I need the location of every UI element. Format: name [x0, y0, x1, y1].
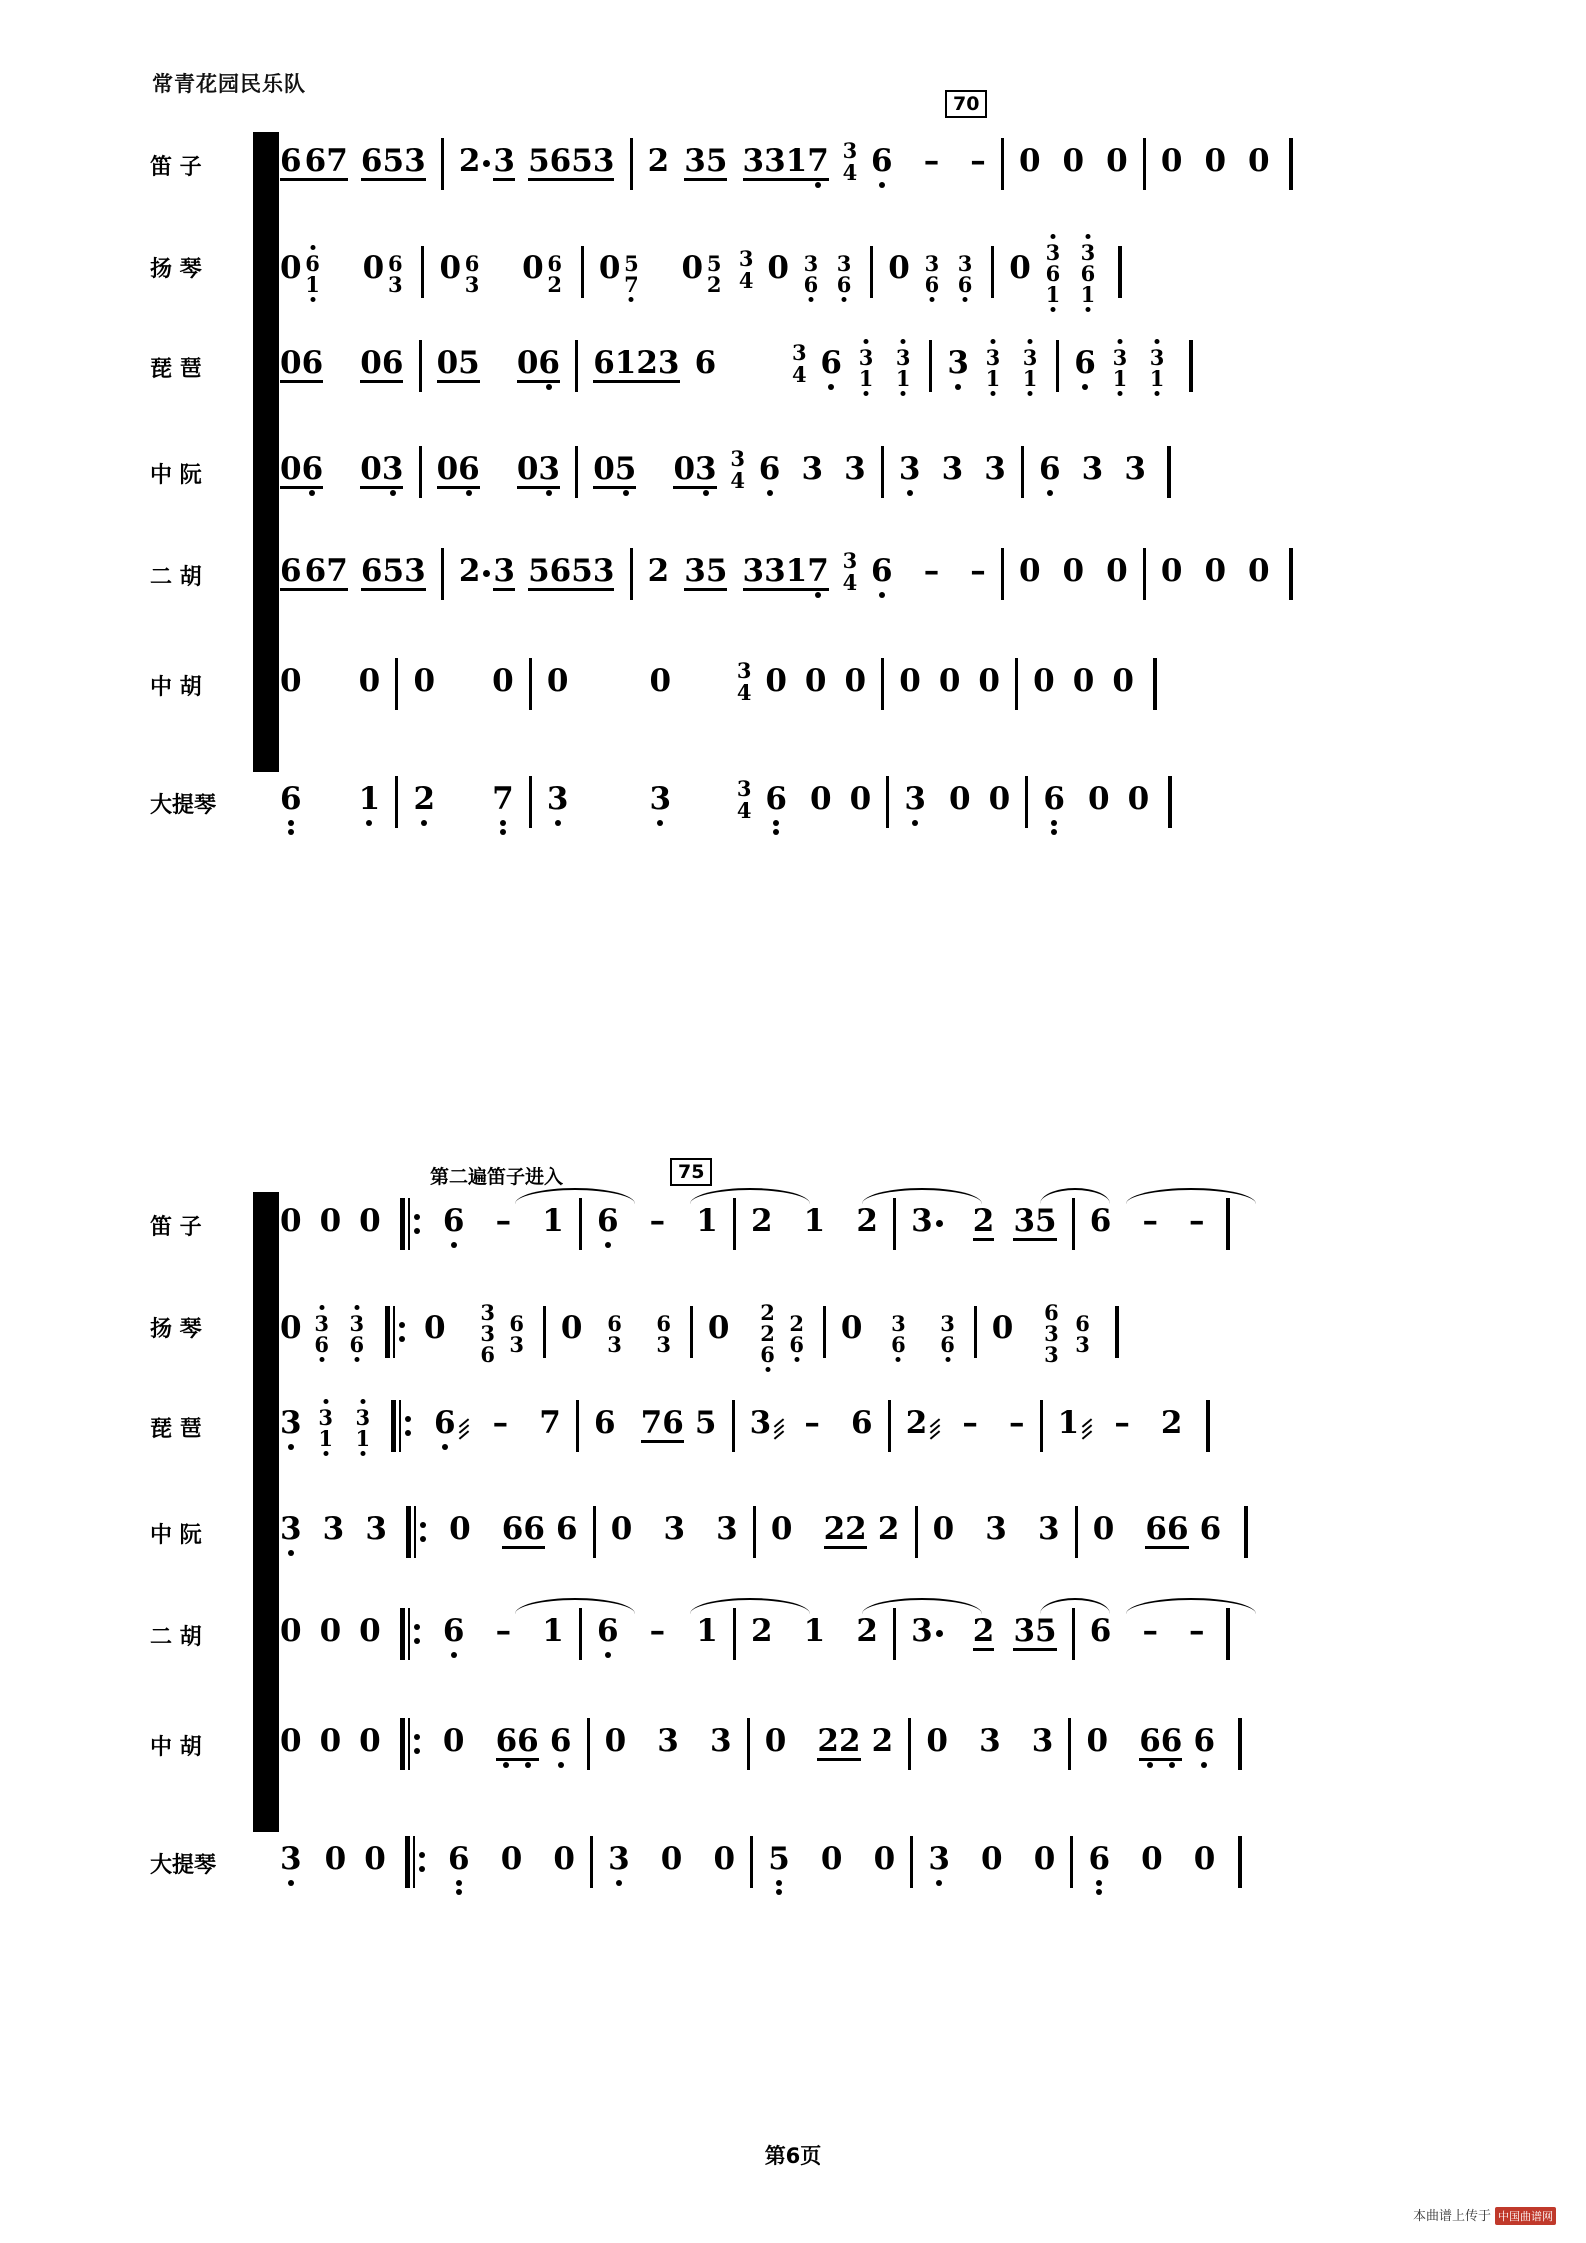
note-group: 22: [817, 1722, 861, 1759]
staff-zhonghu-system-2: 0 0 0 0 6 6 6 0 3 3 0 22 2 0 3 3 0 6 6 6: [280, 1720, 1242, 1780]
note-group: 653: [360, 552, 426, 589]
chord: 6 1: [302, 253, 324, 295]
staff-erhu-system-2: 0 0 0 6 – 1 6 – 1 2 1 2 3 2 35 6 – –: [280, 1610, 1230, 1670]
note-group: 6 6: [496, 1724, 539, 1761]
staff-pipa-system-1: 06 06 05 06 6123 6 3 4 6 3 1 3 1 3 3 1 3 1 6 3 1 3 1: [280, 342, 1193, 402]
instrument-label-dizi: 笛 子: [150, 155, 202, 180]
repeat-start-barline: [406, 1506, 428, 1558]
rehearsal-mark-75: 75: [670, 1158, 712, 1186]
barline: [543, 1306, 546, 1358]
barline: [747, 1718, 750, 1770]
instrument-label-yangqin: 扬 琴: [150, 1317, 202, 1342]
barline: [733, 1608, 736, 1660]
barline: [881, 658, 884, 710]
instrument-label-yangqin: 扬 琴: [150, 257, 202, 282]
time-signature: 3 4: [791, 340, 807, 387]
barline-end: [1289, 138, 1293, 190]
staff-dizi-system-2: 0 0 0 6 – 1 6 – 1 2 1 2 3 2 35 6 – –: [280, 1200, 1230, 1260]
barline: [1143, 548, 1146, 600]
system-bracket-top-hook: [253, 132, 279, 146]
barline-end: [1238, 1836, 1242, 1888]
instrument-label-zhonghu: 中 胡: [150, 675, 202, 700]
barline: [915, 1506, 918, 1558]
note-group: 03: [517, 452, 560, 489]
barline-end: [1226, 1198, 1230, 1250]
note-group: 6123: [593, 344, 680, 381]
barline: [893, 1608, 896, 1660]
instrument-label-dizi: 笛 子: [150, 1215, 202, 1240]
barline: [991, 246, 994, 298]
barline-end: [1189, 340, 1193, 392]
barline: [579, 1608, 582, 1660]
rehearsal-mark-70: 70: [945, 90, 987, 118]
barline-end: [1244, 1506, 1248, 1558]
barline-end: [1118, 246, 1122, 298]
note-group: 06: [280, 344, 324, 381]
barline: [419, 446, 422, 498]
cue-second-time-dizi-entry: 第二遍笛子进入: [430, 1166, 564, 1188]
staff-zhonghu-system-1: 0 0 0 0 0 0 3 4 0 0 0 0 0 0 0 0 0: [280, 660, 1157, 720]
time-signature: 3 4: [738, 245, 754, 293]
band-title: 常青花园民乐队: [152, 72, 306, 96]
barline: [630, 138, 633, 190]
system-bracket-top-hook: [253, 1192, 279, 1206]
barline: [1072, 1608, 1075, 1660]
note-group: 3: [493, 142, 515, 179]
barline: [1075, 1506, 1078, 1558]
barline-end: [1226, 1608, 1230, 1660]
note-group: 2: [972, 1202, 995, 1239]
note-group: 653: [360, 142, 426, 179]
staff-cello-system-1: 6 1 2 7 3 3 3 4 6 0 0 3 0 0 6 0 0: [280, 778, 1172, 838]
barline-end: [1289, 548, 1293, 600]
note-group: 06: [437, 452, 480, 489]
barline: [974, 1306, 977, 1358]
note-group: 66: [1145, 1510, 1189, 1547]
barline: [1040, 1400, 1043, 1452]
tremolo-icon: [773, 1418, 787, 1438]
repeat-start-barline: [391, 1400, 413, 1452]
barline: [870, 246, 873, 298]
barline-end: [1115, 1306, 1119, 1358]
barline: [593, 1506, 596, 1558]
instrument-label-erhu: 二 胡: [150, 1625, 202, 1650]
barline: [587, 1718, 590, 1770]
barline-end: [1167, 446, 1171, 498]
note-group: 66: [501, 1510, 545, 1547]
note-group: 3317: [743, 144, 829, 181]
instrument-label-pipa: 琵 琶: [150, 1417, 202, 1442]
note-group: 06: [517, 346, 560, 383]
barline: [395, 658, 398, 710]
note-group: 05: [436, 344, 480, 381]
time-signature: 3 4: [730, 446, 745, 493]
barline: [441, 548, 444, 600]
time-signature: 3 4: [842, 548, 858, 595]
system-bracket-bottom-hook: [253, 1818, 279, 1832]
barline: [1021, 446, 1024, 498]
barline: [1001, 138, 1004, 190]
repeat-start-barline: [400, 1718, 422, 1770]
note-group: 5653: [528, 142, 615, 179]
staff-zhongruan-system-2: 3 3 3 0 66 6 0 3 3 0 22 2 0 3 3 0 66 6: [280, 1508, 1248, 1568]
staff-dizi-system-1: 6 67 653 2 3 5653 2 35 3317 3 4 6 – – 0 0 0 0 0 0: [280, 140, 1293, 200]
note-group: 06: [360, 344, 404, 381]
time-signature: 3 4: [736, 658, 752, 705]
instrument-label-pipa: 琵 琶: [150, 357, 202, 382]
barline: [910, 1836, 913, 1888]
repeat-start-barline: [385, 1306, 407, 1358]
barline: [690, 1306, 693, 1358]
barline: [1001, 548, 1004, 600]
barline: [529, 658, 532, 710]
barline: [908, 1718, 911, 1770]
barline: [893, 1198, 896, 1250]
barline: [395, 776, 398, 828]
site-credit: [1413, 2205, 1556, 2225]
barline: [929, 340, 932, 392]
staff-pipa-system-2: 3 3 1 3 1 6 – 7 6 76 5 3 – 6 2 – – 1 – 2: [280, 1402, 1210, 1462]
barline: [575, 340, 578, 392]
barline: [441, 138, 444, 190]
barline: [732, 1400, 735, 1452]
site-logo: 中国曲谱网: [1495, 2207, 1556, 2225]
note-group: 6 67: [280, 142, 348, 179]
note-group: 6 6: [1139, 1724, 1182, 1761]
barline: [1056, 340, 1059, 392]
barline-end: [1206, 1400, 1210, 1452]
barline-end: [1168, 776, 1172, 828]
barline: [1070, 1836, 1073, 1888]
note-group: 03: [673, 452, 716, 489]
instrument-label-erhu: 二 胡: [150, 565, 202, 590]
note-group: 06: [280, 452, 323, 489]
note-group: 35: [1013, 1202, 1057, 1239]
instrument-label-zhonghu: 中 胡: [150, 1735, 202, 1760]
barline: [421, 246, 424, 298]
staff-cello-system-2: 3 0 0 6 0 0 3 0 0 5 0 0 3 0 0 6 0 0: [280, 1838, 1242, 1898]
barline: [575, 446, 578, 498]
page-number: 第6页: [764, 2144, 822, 2168]
note-group: 76: [640, 1404, 684, 1441]
tremolo-icon: [929, 1418, 943, 1438]
time-signature: 3 4: [842, 138, 858, 185]
barline: [529, 776, 532, 828]
barline: [1068, 1718, 1071, 1770]
instrument-label-zhongruan: 中 阮: [150, 463, 202, 488]
barline: [1143, 138, 1146, 190]
tremolo-icon: [458, 1418, 472, 1438]
repeat-start-barline: [400, 1198, 422, 1250]
barline: [823, 1306, 826, 1358]
barline: [590, 1836, 593, 1888]
tremolo-icon: [1081, 1418, 1095, 1438]
barline: [888, 1400, 891, 1452]
barline: [419, 340, 422, 392]
staff-erhu-system-1: 6 67 653 2 3 5653 2 35 3317 3 4 6 – – 0 0 0 0 0 0: [280, 550, 1293, 610]
instrument-label-cello: 大提琴: [150, 793, 217, 818]
barline: [1072, 1198, 1075, 1250]
note-group: 03: [360, 452, 403, 489]
note-group: 6 67: [280, 552, 348, 589]
barline: [630, 548, 633, 600]
barline-end: [1238, 1718, 1242, 1770]
barline: [733, 1198, 736, 1250]
barline: [1025, 776, 1028, 828]
barline: [576, 1400, 579, 1452]
staff-zhongruan-system-1: 06 03 06 03 05 03 3 4 6 3 3 3 3 3 6 3 3: [280, 448, 1171, 508]
instrument-label-cello: 大提琴: [150, 1853, 217, 1878]
barline: [881, 446, 884, 498]
note-group: 22: [823, 1510, 867, 1547]
time-signature: 3 4: [736, 776, 752, 823]
repeat-start-barline: [405, 1836, 427, 1888]
staff-yangqin-system-1: 0 6 1 0 6 3 0 6 3 0 6 2 0 5 7 0 5 2 3 4 0 3 6 3 6 0 3 6 3 6 0 3 6 1 3 6 1: [280, 242, 1122, 302]
barline: [579, 1198, 582, 1250]
note-group: 05: [593, 452, 636, 489]
barline: [1015, 658, 1018, 710]
barline: [750, 1836, 753, 1888]
staff-yangqin-system-2: 0 3 6 3 6 0 3 3 6 6 3 0 6 3 6 3 0 2 2 6 2 6 0 3 6 3 6 0 6 3 3 6 3: [280, 1302, 1119, 1362]
repeat-start-barline: [400, 1608, 422, 1660]
instrument-label-zhongruan: 中 阮: [150, 1523, 202, 1548]
system-bracket-bottom-hook: [253, 758, 279, 772]
barline: [753, 1506, 756, 1558]
barline: [886, 776, 889, 828]
credit-text: 本曲谱上传于: [1412, 2209, 1491, 2224]
barline-end: [1153, 658, 1157, 710]
barline: [581, 246, 584, 298]
note-group: 35: [684, 142, 728, 179]
